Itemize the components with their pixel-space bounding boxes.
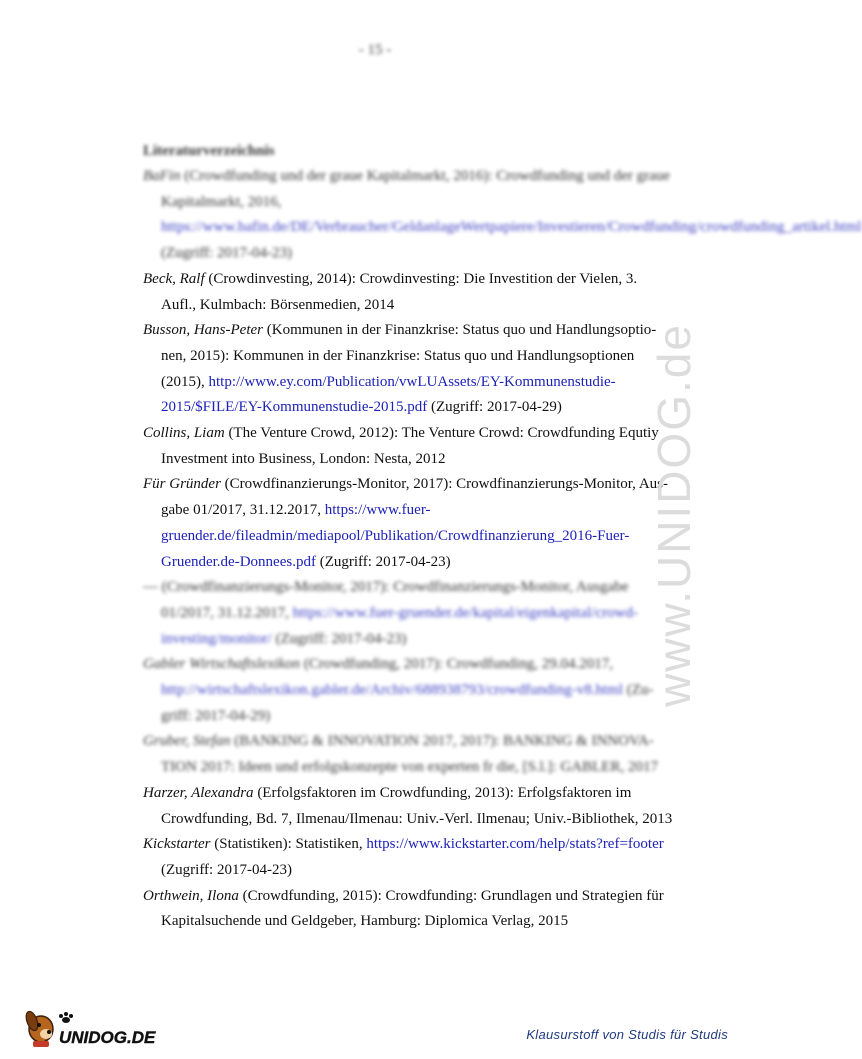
bibliography-entry: [143, 781, 673, 832]
entry-author: Gruber, Stefan: [143, 733, 231, 750]
bibliography-entry: [143, 575, 673, 652]
entry-text: (Statistiken): Statistiken,: [210, 836, 367, 853]
bibliography-entry: [143, 832, 673, 883]
entry-link[interactable]: http://www.ey.com/Publication/vwLUAssets/EY-Kommunenstudie-2015/$FILE/EY-Kommunenstudie-2015.pdf: [161, 373, 616, 416]
bibliography-entry: [143, 421, 673, 472]
entry-text: (Crowdfunding, 2015): Crowdfunding: Grundlagen und Strategien für Kapitalsuchende und Geldgeber, Hamburg: Diplomica Verlag, 2015: [161, 887, 664, 930]
entry-text: (The Venture Crowd, 2012): The Venture Crowd: Crowdfunding Equtiy Investment into Business, London: Nesta, 2012: [161, 425, 659, 467]
entry-author: Busson, Hans-Peter: [143, 322, 263, 339]
entry-author: Für Gründer: [143, 476, 221, 493]
entry-author: Collins, Liam: [143, 425, 225, 442]
bibliography-entry: [143, 267, 673, 318]
entry-author: Beck, Ralf: [143, 270, 205, 287]
watermark-text: [650, 300, 730, 730]
entry-link[interactable]: http://wirtschaftslexikon.gabler.de/Archiv/688938793/crowdfunding-v8.html: [161, 682, 624, 699]
bibliography-entry: [143, 472, 673, 575]
entry-text: (Crowdfinanzierungs-Monitor, 2017): Crowdfinanzierungs-Monitor, Aus-gabe 01/2017, 31.12.2017,: [161, 476, 668, 519]
entry-access-date: (Zugriff: 2017-04-23): [271, 630, 407, 647]
footer-tagline: Klausurstoff von Studis für Studis: [526, 1027, 728, 1042]
page-number: - 15 -: [358, 42, 392, 58]
entry-link[interactable]: https://www.fuer-gruender.de/kapital/eigenkapital/crowd-investing/monitor/: [161, 604, 638, 647]
svg-text:www.UNIDOG.de: www.UNIDOG.de: [648, 323, 700, 707]
bibliography-heading: Literaturverzeichnis: [143, 143, 275, 159]
entry-access-date: (Zugriff: 2017-04-23): [161, 861, 292, 878]
entry-text: (BANKING & INNOVATION 2017, 2017): BANKING & INNOVA-TION 2017: Ideen und erfolgskonzepte von experten fr die, [S.l.]: GABLER, 2017: [161, 733, 658, 776]
entry-access-date: (Zugriff: 2017-04-29): [427, 399, 562, 416]
entry-text: (Kommunen in der Finanzkrise: Status quo und Handlungsoptio-nen, 2015): Kommunen in der Finanzkrise: Status quo und Handlungsoptionen (2015),: [161, 322, 657, 390]
entry-text: — (Crowdfinanzierungs-Monitor, 2017): Crowdfinanzierungs-Monitor, Ausgabe 01/2017, 31.12.2017,: [143, 579, 629, 621]
entry-link[interactable]: https://www.kickstarter.com/help/stats?ref=footer: [366, 836, 664, 853]
entry-author: BaFin: [143, 168, 181, 184]
entry-link[interactable]: https://www.fuer-gruender.de/fileadmin/mediapool/Publikation/Crowdfinanzierung_2016-Fuer-Gruender.de-Donnees.pdf: [161, 502, 630, 570]
bibliography-entry: [143, 729, 673, 780]
dog-icon: [24, 1010, 53, 1047]
watermark: [650, 300, 730, 730]
bibliography-entry: [143, 652, 673, 729]
entry-text: (Crowdfunding, 2017): Crowdfunding, 29.04.2017,: [300, 656, 613, 673]
entry-access-date: (Zu-griff: 2017-04-29): [161, 682, 654, 724]
paw-icon: [59, 1012, 73, 1023]
bibliography-entry: [143, 318, 673, 421]
entry-text: (Crowdfunding und der graue Kapitalmarkt, 2016): Crowdfunding und der graue Kapitalmarkt, 2016,: [161, 168, 670, 210]
entry-access-date: (Zugriff: 2017-04-23): [161, 245, 292, 262]
entry-text: (Crowdinvesting, 2014): Crowdinvesting: Die Investition der Vielen, 3. Aufl., Kulmbach: Börsenmedien, 2014: [161, 270, 638, 313]
entry-text: (Erfolgsfaktoren im Crowdfunding, 2013): Erfolgsfaktoren im Crowdfunding, Bd. 7, Ilmenau/Ilmenau: Univ.-Verl. Ilmenau; Univ.-Bibliothek, 2013: [161, 784, 673, 827]
bibliography-entry: [143, 884, 673, 935]
bibliography-entry: [143, 164, 862, 267]
entry-author: Kickstarter: [143, 836, 211, 853]
entry-author: Orthwein, Ilona: [143, 887, 239, 904]
unidog-logo[interactable]: [25, 1003, 155, 1049]
entry-author: Harzer, Alexandra: [143, 784, 254, 801]
entry-link[interactable]: https://www.bafin.de/DE/Verbraucher/GeldanlageWertpapiere/Investieren/Crowdfunding/crowdfunding_artikel.html: [161, 219, 862, 236]
svg-text:UNIDOG.DE: UNIDOG.DE: [59, 1028, 156, 1047]
entry-access-date: (Zugriff: 2017-04-23): [315, 553, 451, 570]
entry-author: Gabler Wirtschaftslexikon: [143, 656, 301, 673]
